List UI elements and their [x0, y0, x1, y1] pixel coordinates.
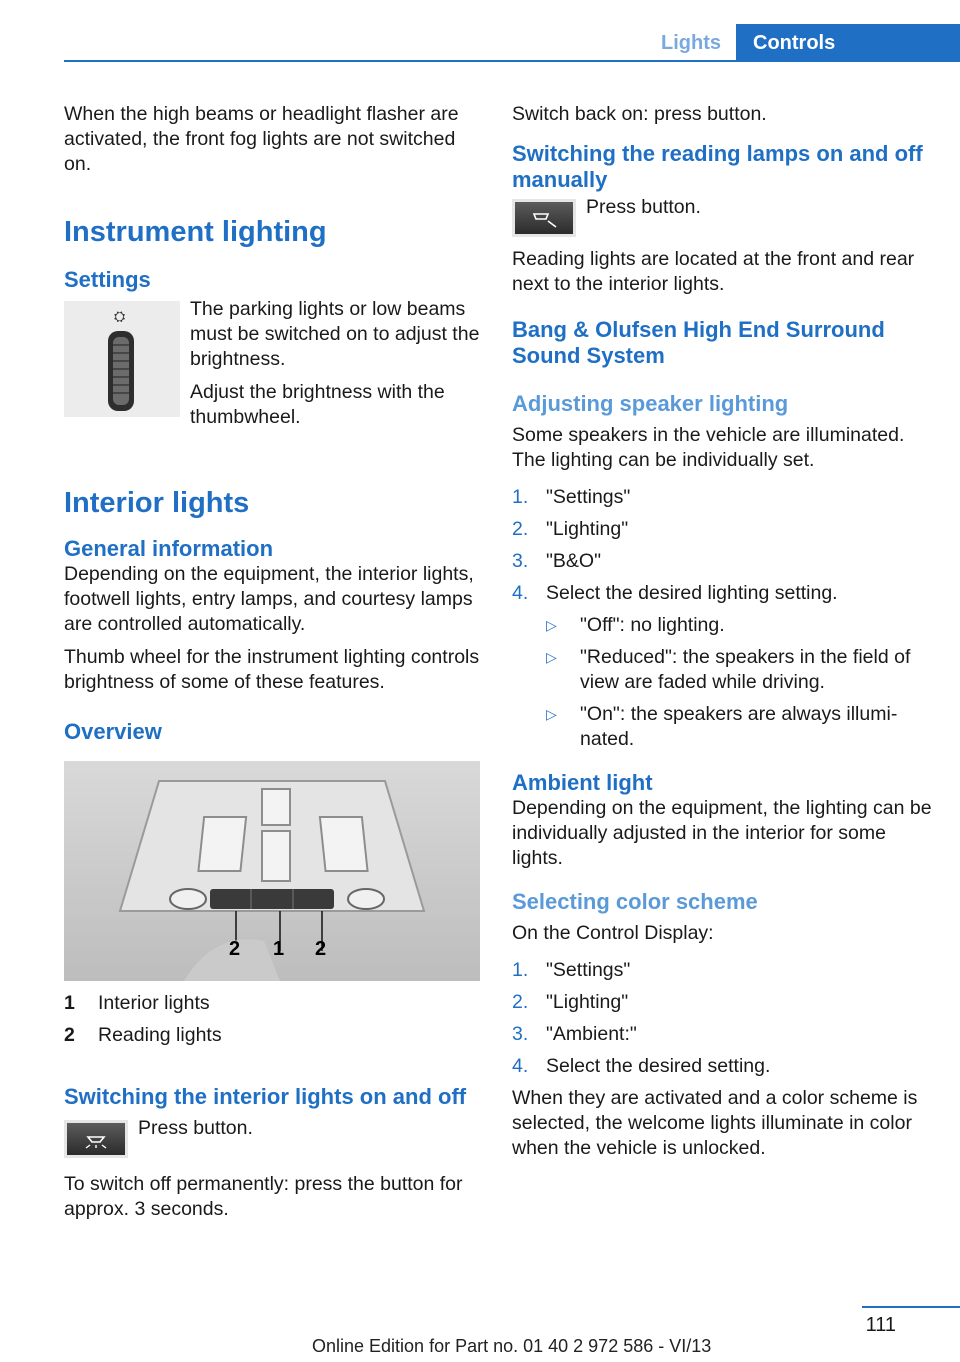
step-number: 1.	[512, 486, 529, 508]
step-number: 2.	[512, 991, 529, 1013]
legend-number: 1	[64, 992, 75, 1014]
speaker-steps-list	[512, 485, 932, 606]
list-item	[512, 990, 932, 1015]
triangle-bullet-icon: ▷	[546, 706, 557, 722]
ambient-paragraph: Depending on the equipment, the lighting can be individually adjusted in the interior for some lights.	[512, 797, 932, 869]
interior-button-row	[64, 1116, 482, 1158]
heading-reading-lamps: Switching the reading lamps on and off manually	[512, 141, 923, 192]
reading-button-row	[512, 195, 932, 237]
legend-item	[64, 991, 482, 1016]
legend-text: Reading lights	[98, 1024, 222, 1046]
right-column	[512, 102, 932, 1169]
heading-instrument-lighting: Instrument lighting	[64, 216, 327, 248]
heading-switching-interior-lights: Switching the interior lights on and off	[64, 1084, 467, 1109]
step-number: 3.	[512, 550, 529, 572]
list-item	[512, 1054, 932, 1079]
overview-legend	[64, 991, 482, 1048]
color-paragraph: On the Control Display:	[512, 922, 714, 944]
general-paragraph-1: Depending on the equipment, the interior lights, footwell lights, entry lamps, and courtesy lamps are controlled automatically.	[64, 563, 474, 635]
step-text: "Ambient:"	[546, 1023, 637, 1045]
step-text: "Settings"	[546, 959, 631, 981]
reading-paragraph-2: Reading lights are located at the front and rear next to the interior lights.	[512, 248, 915, 295]
heading-general-information: General information	[64, 536, 274, 561]
list-item	[512, 485, 932, 510]
step-number: 3.	[512, 1023, 529, 1045]
step-number: 2.	[512, 518, 529, 540]
triangle-bullet-icon: ▷	[546, 649, 557, 665]
color-steps-list	[512, 958, 932, 1079]
step-text: "Lighting"	[546, 518, 629, 540]
list-item	[512, 549, 932, 574]
reading-light-button-image	[512, 199, 576, 237]
reading-paragraph: Press button.	[586, 196, 701, 218]
overview-image	[64, 761, 480, 981]
figure-label: 1	[273, 938, 285, 960]
list-item	[512, 1022, 932, 1047]
list-item	[512, 958, 932, 983]
settings-paragraph-2: Adjust the brightness with the thumbwheel.	[190, 381, 445, 428]
header-tab-lights: Lights	[661, 31, 721, 54]
color-paragraph-2: When they are activated and a color scheme is selected, the welcome lights illuminate in color when the vehicle is unlocked.	[512, 1087, 918, 1159]
heading-settings: Settings	[64, 267, 151, 292]
heading-selecting-color-scheme: Selecting color scheme	[512, 889, 758, 914]
step-text: "B&O"	[546, 550, 602, 572]
interior-light-button-image	[64, 1120, 128, 1158]
step-number: 4.	[512, 582, 529, 604]
figure-label: 2	[315, 938, 327, 960]
option-text: "On": the speakers are always illuminated.	[580, 703, 898, 750]
thumbwheel-image	[64, 301, 180, 417]
header-rule	[64, 60, 960, 62]
list-item	[546, 645, 932, 695]
speaker-paragraph: Some speakers in the vehicle are illuminated. The lighting can be individually set.	[512, 424, 905, 471]
svg-text:⛭: ⛭	[114, 309, 126, 325]
switch-back-paragraph: Switch back on: press button.	[512, 103, 767, 125]
step-text: Select the desired setting.	[546, 1055, 771, 1077]
settings-figure-row	[64, 297, 482, 438]
list-item	[512, 581, 932, 606]
footer-edition-text: Online Edition for Part no. 01 40 2 972 586 - VI/13	[312, 1336, 712, 1356]
step-text: "Settings"	[546, 486, 631, 508]
option-text: "Reduced": the speakers in the field of view are faded while driving.	[580, 646, 911, 693]
page-number: 111	[865, 1314, 896, 1336]
list-item	[546, 702, 932, 752]
heading-adjusting-speaker-lighting: Adjusting speaker lighting	[512, 391, 789, 416]
step-text: "Lighting"	[546, 991, 629, 1013]
heading-interior-lights: Interior lights	[64, 487, 250, 519]
step-text: Select the desired lighting setting.	[546, 582, 838, 604]
step-number: 1.	[512, 959, 529, 981]
switch-off-paragraph: To switch off permanently: press the button for approx. 3 seconds.	[64, 1173, 463, 1220]
step-number: 4.	[512, 1055, 529, 1077]
heading-ambient-light: Ambient light	[512, 770, 653, 795]
settings-paragraph-1: The parking lights or low beams must be switched on to adjust the brightness.	[190, 298, 480, 370]
general-paragraph-2: Thumb wheel for the instrument lighting controls brightness of some of these features.	[64, 646, 480, 693]
switch-paragraph: Press button.	[138, 1117, 253, 1139]
left-column	[64, 102, 482, 1230]
triangle-bullet-icon: ▷	[546, 617, 557, 633]
footer-rule	[862, 1306, 960, 1308]
option-text: "Off": no lighting.	[580, 614, 725, 636]
legend-number: 2	[64, 1024, 75, 1046]
legend-item	[64, 1023, 482, 1048]
legend-text: Interior lights	[98, 992, 210, 1014]
heading-overview: Overview	[64, 719, 162, 744]
intro-paragraph: When the high beams or headlight flasher are activated, the front fog lights are not switched on.	[64, 103, 459, 175]
figure-label: 2	[229, 938, 241, 960]
list-item	[546, 613, 932, 638]
list-item	[512, 517, 932, 542]
heading-bang-olufsen: Bang & Olufsen High End Surround Sound System	[512, 317, 885, 368]
header-tab-controls: Controls	[736, 24, 960, 62]
speaker-options-list	[546, 613, 932, 752]
